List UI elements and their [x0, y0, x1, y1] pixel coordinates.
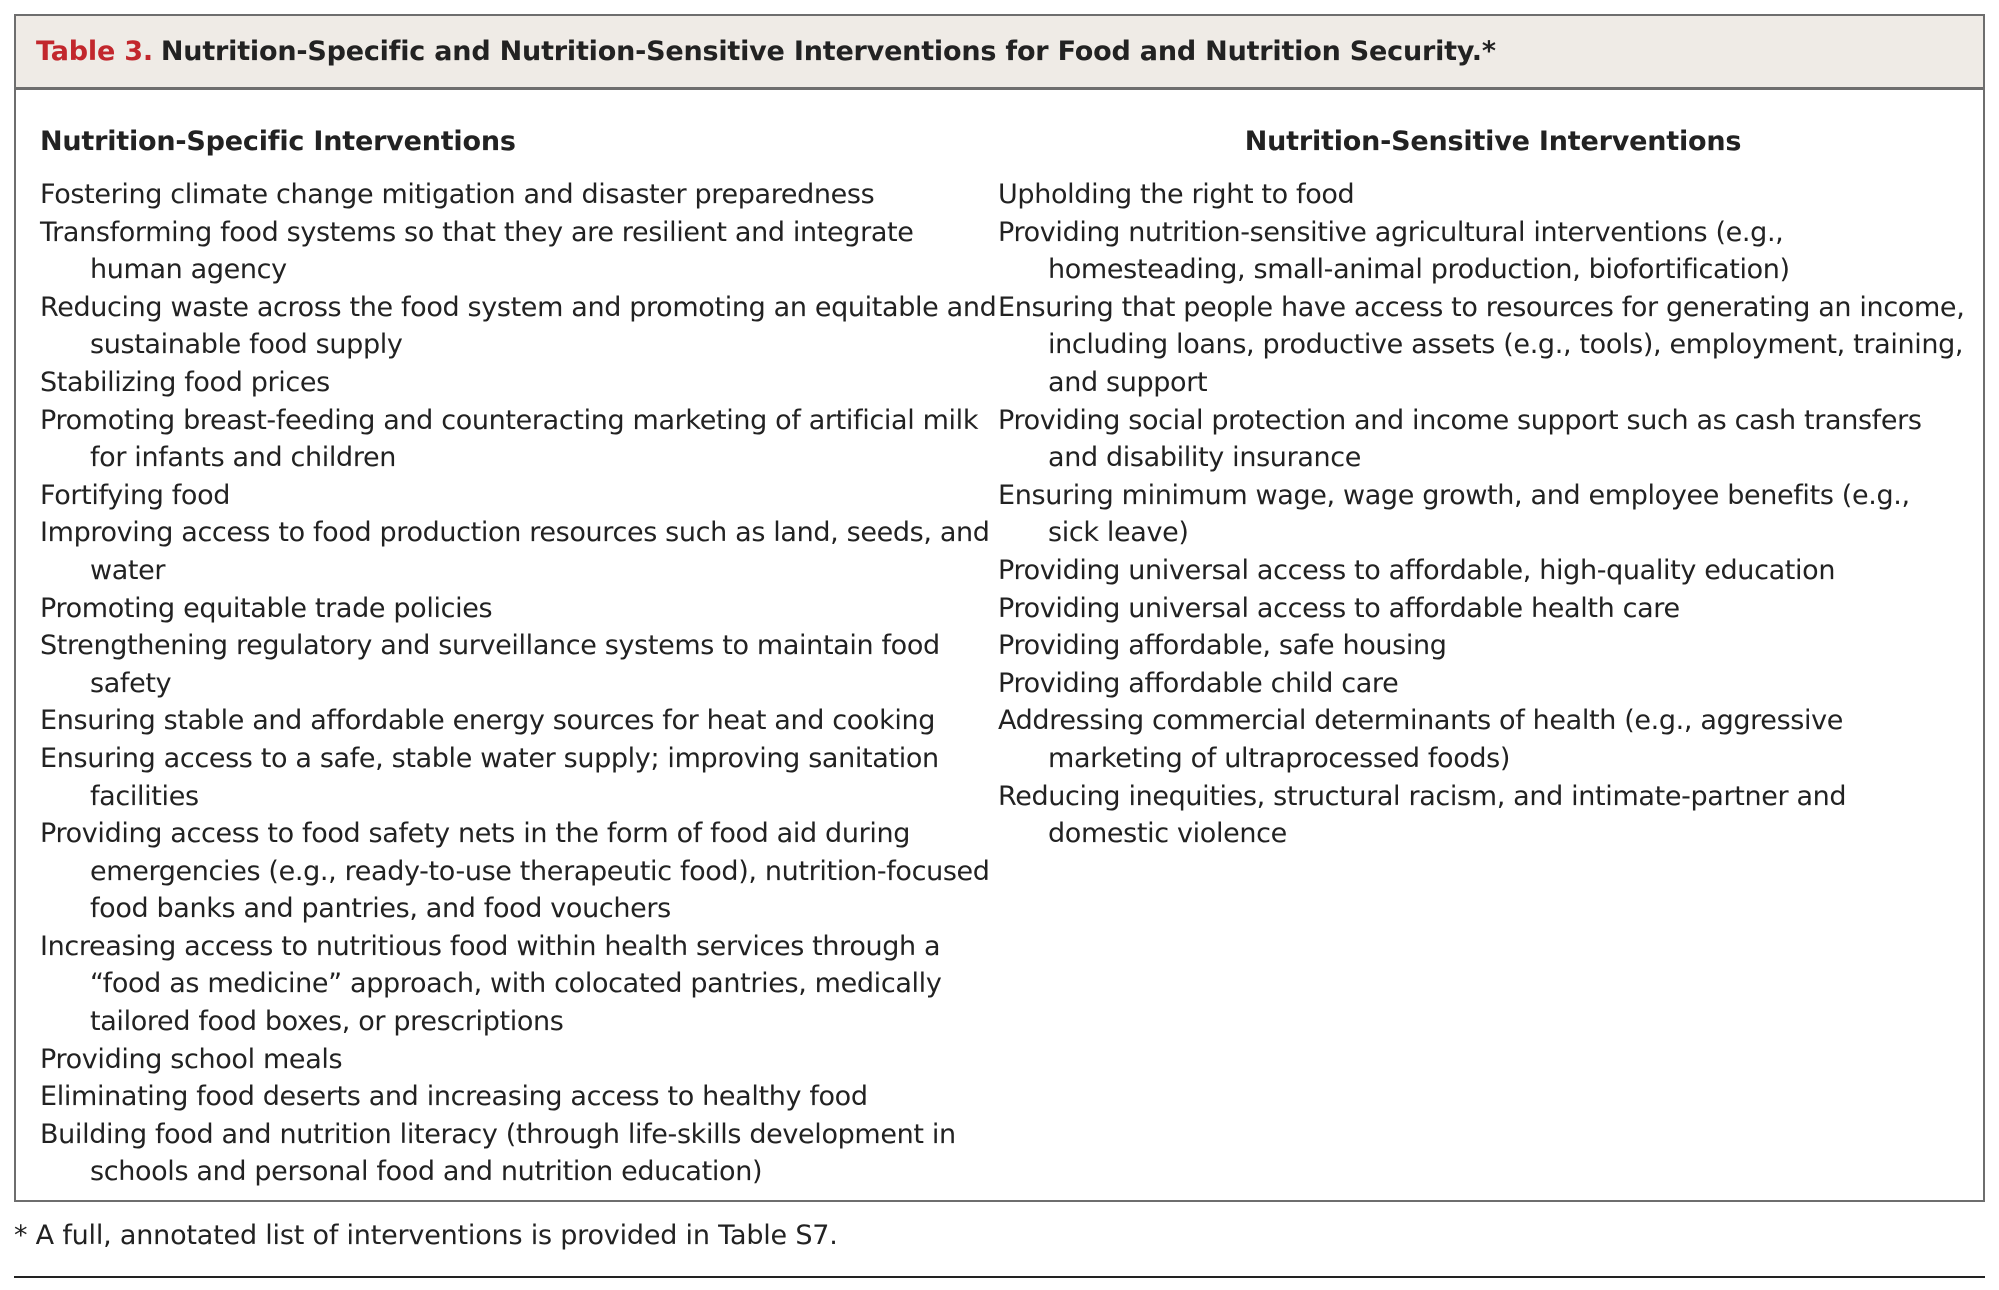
column-header-nutrition-sensitive: Nutrition-Sensitive Interventions — [1244, 126, 1742, 157]
list-item: Providing affordable, safe housing — [998, 630, 1447, 662]
table-footnote: * A full, annotated list of interventions is provided in Table S7. — [14, 1220, 838, 1251]
nutrition-sensitive-column — [998, 90, 1968, 853]
list-item: Building food and nutrition literacy (through life-skills development in schools and personal food and nutrition education) — [40, 1118, 956, 1188]
table-container — [14, 14, 1985, 1202]
list-item: Providing school meals — [40, 1043, 343, 1075]
list-item: Reducing waste across the food system and promoting an equitable and sustainable food supply — [40, 291, 997, 361]
list-item: Transforming food systems so that they are resilient and integrate human agency — [40, 216, 914, 286]
list-item: Promoting breast-feeding and counteracting marketing of artificial milk for infants and children — [40, 404, 979, 474]
list-item: Ensuring that people have access to resources for generating an income, including loans, productive assets (e.g., tools), employment, training, and support — [998, 291, 1965, 398]
bottom-divider — [14, 1276, 1985, 1278]
list-item: Strengthening regulatory and surveillance systems to maintain food safety — [40, 630, 940, 699]
table-title: Nutrition-Specific and Nutrition-Sensitive Interventions for Food and Nutrition Security.* — [160, 36, 1496, 67]
table-label: Table 3. — [36, 36, 153, 67]
list-item: Providing nutrition-sensitive agricultural interventions (e.g., homesteading, small-animal production, biofortification) — [998, 216, 1790, 286]
list-item: Providing affordable child care — [998, 667, 1399, 699]
list-item: Upholding the right to food — [998, 179, 1355, 210]
list-item: Ensuring stable and affordable energy sources for heat and cooking — [40, 705, 936, 737]
table-title-bar — [16, 16, 1983, 90]
nutrition-specific-column — [40, 90, 1000, 1191]
list-item: Increasing access to nutritious food within health services through a “food as medicine” approach, with colocated pantries, medically tailored food boxes, or prescriptions — [40, 930, 942, 1038]
list-item: Ensuring access to a safe, stable water supply; improving sanitation facilities — [40, 742, 939, 812]
list-item: Providing access to food safety nets in the form of food aid during emergencies (e.g., ready-to-use therapeutic food), nutrition-focused food banks and pantries, and food vouchers — [40, 818, 990, 925]
list-item: Providing universal access to affordable health care — [998, 592, 1680, 624]
column-header-nutrition-specific: Nutrition-Specific Interventions — [40, 126, 516, 157]
nutrition-sensitive-list — [998, 176, 1968, 853]
list-item: Providing social protection and income support such as cash transfers and disability insurance — [998, 404, 1922, 474]
list-item: Providing universal access to affordable, high-quality education — [998, 554, 1836, 586]
list-item: Promoting equitable trade policies — [40, 592, 493, 624]
list-item: Ensuring minimum wage, wage growth, and employee benefits (e.g., sick leave) — [998, 479, 1910, 549]
list-item: Stabilizing food prices — [40, 366, 330, 398]
list-item: Fostering climate change mitigation and disaster preparedness — [40, 179, 875, 210]
list-item: Eliminating food deserts and increasing access to healthy food — [40, 1081, 868, 1113]
nutrition-specific-list — [40, 176, 1000, 1191]
list-item: Addressing commercial determinants of health (e.g., aggressive marketing of ultraprocessed foods) — [998, 705, 1844, 774]
list-item: Reducing inequities, structural racism, and intimate-partner and domestic violence — [998, 780, 1847, 850]
list-item: Improving access to food production resources such as land, seeds, and water — [40, 517, 990, 586]
list-item: Fortifying food — [40, 479, 231, 511]
